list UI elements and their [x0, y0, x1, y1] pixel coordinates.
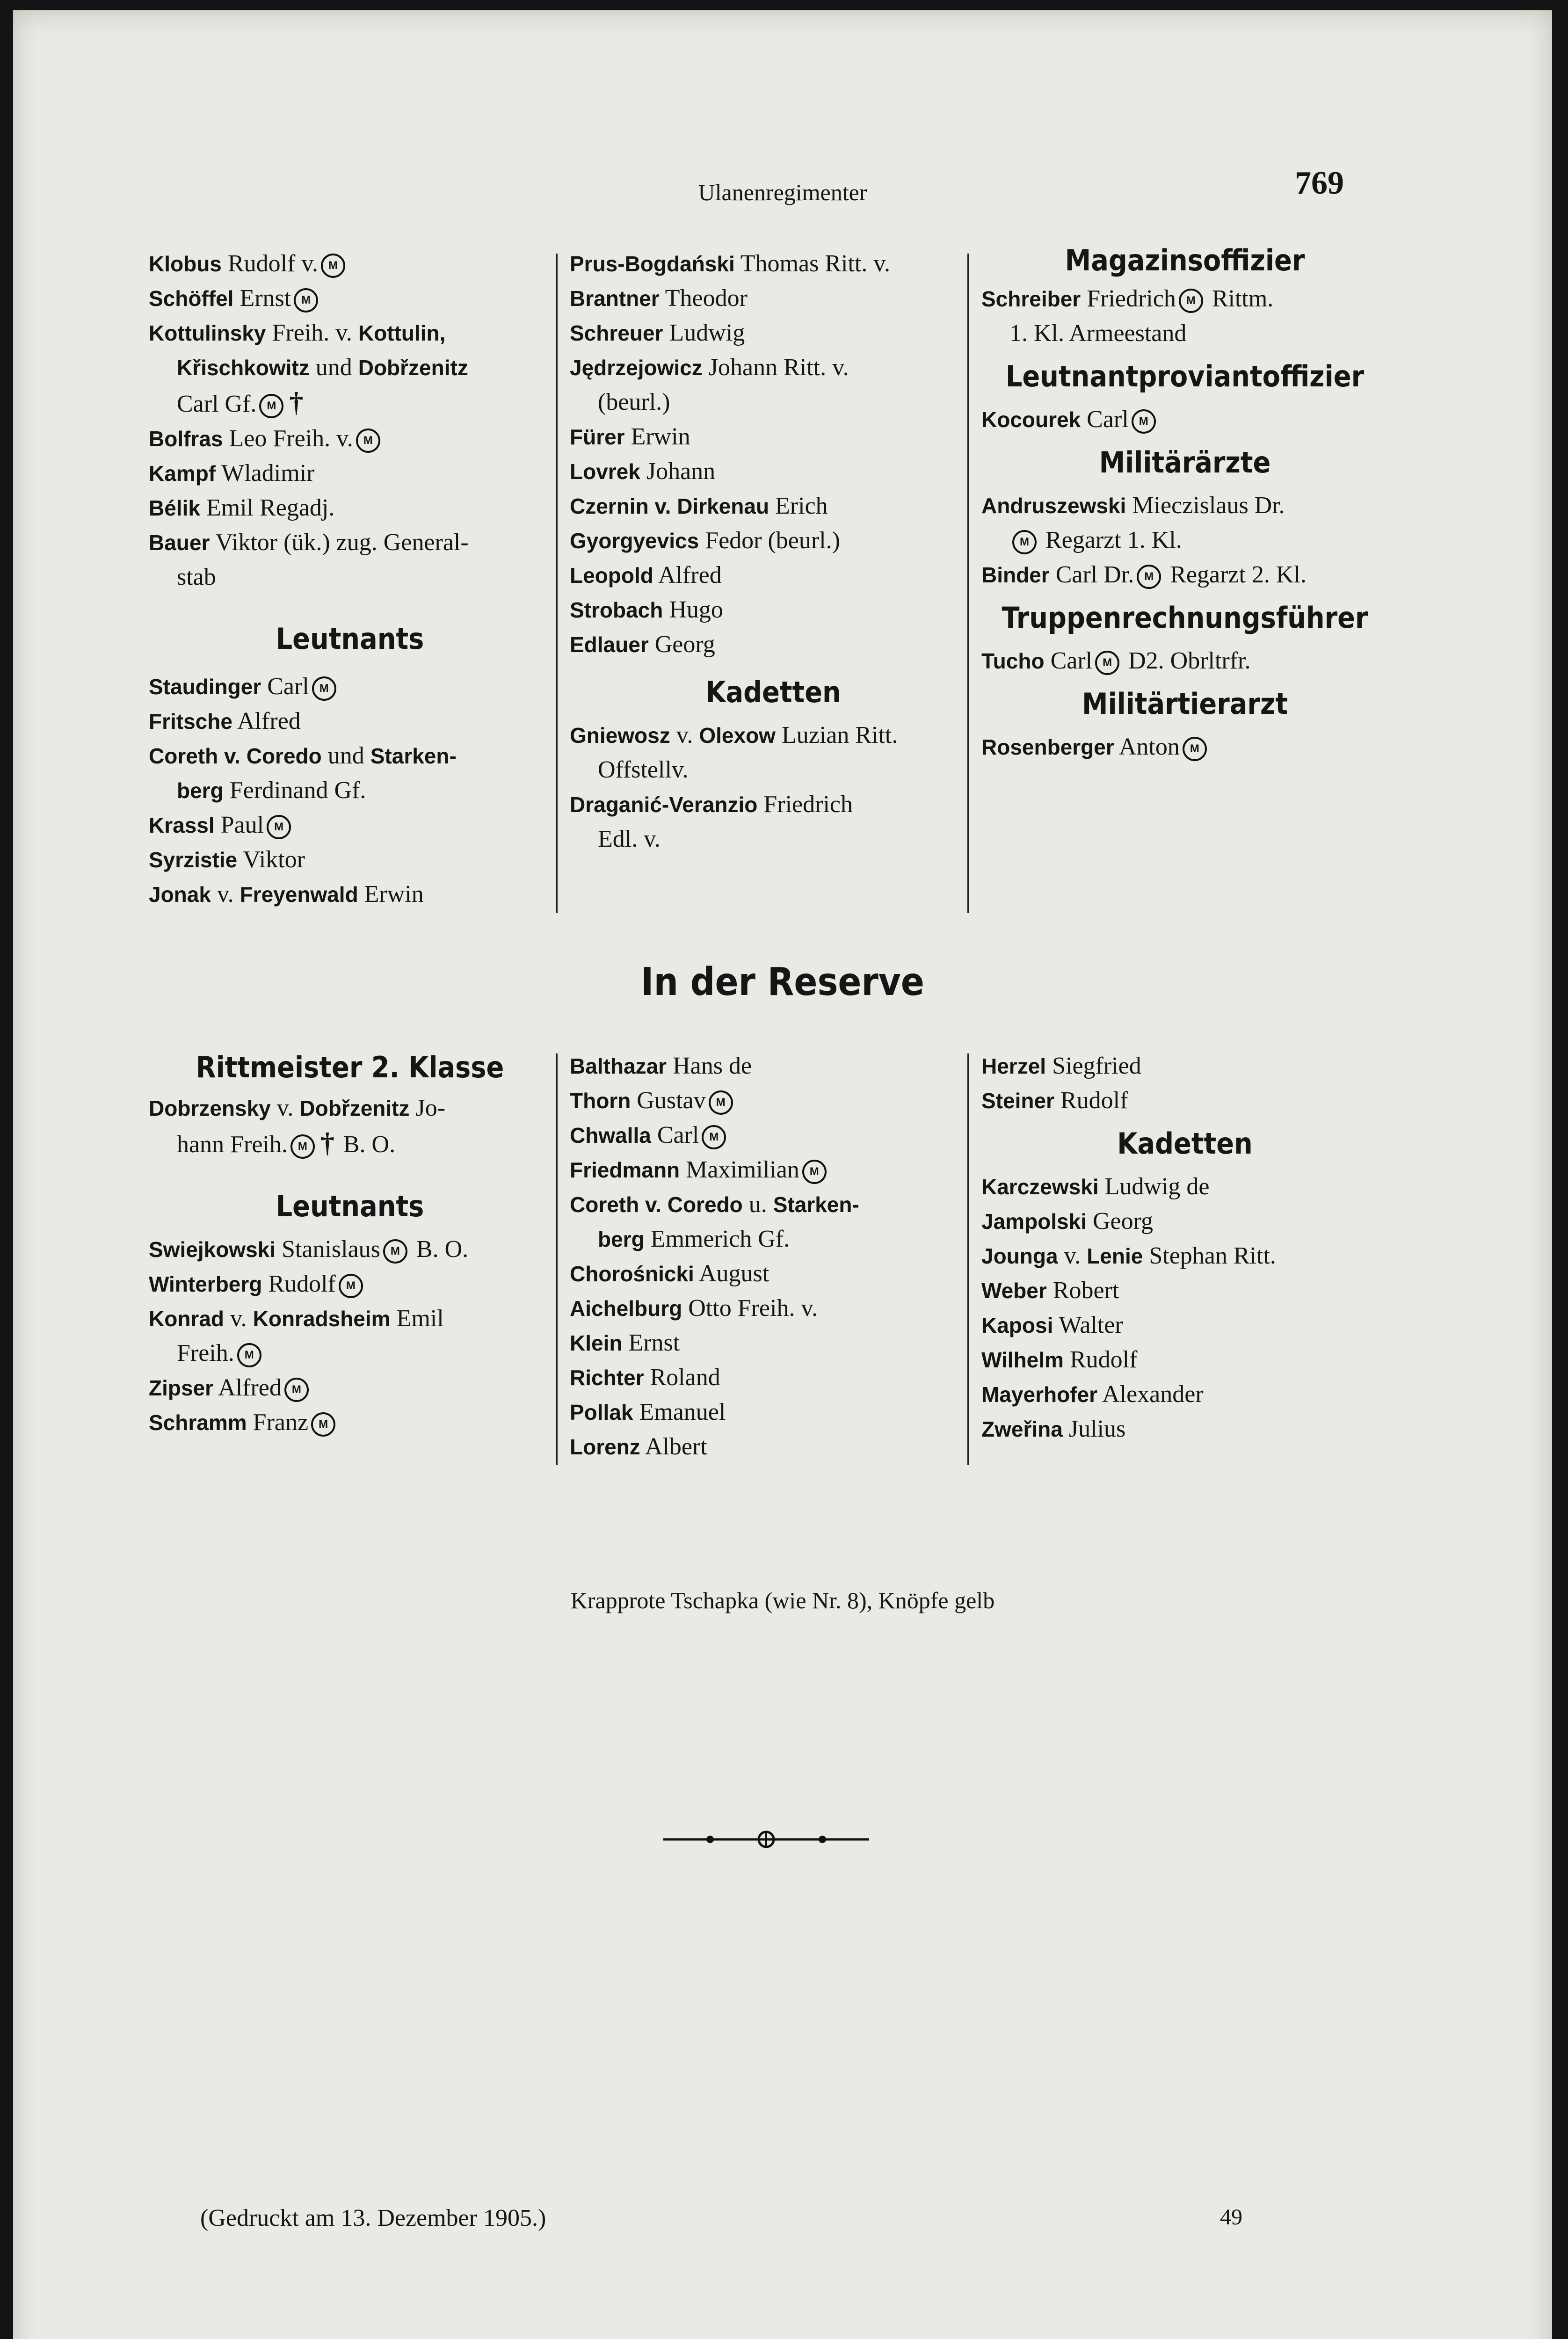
roster-entry — [981, 1239, 1388, 1273]
roster-entry — [149, 669, 551, 704]
surname: Richter — [570, 1366, 644, 1390]
roster-entry — [570, 454, 977, 489]
roster-entry — [570, 1430, 977, 1464]
surname: Schöffel — [149, 286, 234, 311]
surname: Chwalla — [570, 1123, 651, 1148]
surname: Friedmann — [570, 1158, 680, 1182]
roster-entry — [570, 281, 977, 316]
roster-entry — [981, 644, 1388, 678]
roster-entry — [149, 704, 551, 739]
entry-text: Leo Freih. v. — [223, 425, 353, 452]
roster-entry — [981, 402, 1388, 437]
section-heading-magazinsoffizier: Magazinsoffizier — [1065, 243, 1305, 277]
surname: Weber — [981, 1278, 1047, 1303]
entry-text: Offstellv. — [598, 756, 689, 783]
entry-text: Ferdinand Gf. — [223, 777, 366, 804]
roster-entry — [570, 523, 977, 558]
surname: Zweřina — [981, 1417, 1063, 1441]
column-divider — [556, 1053, 558, 1465]
entry-text: v. — [211, 881, 240, 908]
decoration-m-icon: M — [237, 1343, 261, 1367]
roster-entry — [570, 489, 977, 523]
roster-entry — [570, 753, 977, 787]
surname: Strobach — [570, 598, 663, 622]
surname: Jampolski — [981, 1209, 1087, 1234]
entry-text: Emmerich Gf. — [644, 1226, 790, 1252]
entry-text: Siegfried — [1046, 1053, 1141, 1079]
entry-text: Carl — [261, 673, 309, 700]
block2-column2 — [570, 1049, 977, 1464]
entry-text: v. — [1058, 1242, 1087, 1269]
entry-text: Carl — [1081, 406, 1129, 433]
entry-text: hann Freih. — [177, 1131, 288, 1158]
entry-text: Carl — [1044, 647, 1093, 674]
cross-decoration-icon: † — [320, 1127, 334, 1158]
decoration-m-icon: M — [1132, 409, 1156, 434]
entry-text: Rudolf — [1054, 1087, 1128, 1114]
entry-text: Paul — [214, 812, 264, 838]
entry-text: Georg — [648, 631, 715, 658]
roster-entry — [570, 822, 977, 857]
roster-entry — [570, 1395, 977, 1430]
decoration-m-icon: M — [290, 1134, 315, 1159]
roster-entry — [570, 420, 977, 454]
roster-entry — [570, 593, 977, 627]
surname: Kocourek — [981, 407, 1081, 432]
block1-column1 — [149, 247, 551, 912]
entry-text: Julius — [1062, 1416, 1126, 1442]
block1-column2 — [570, 247, 977, 857]
roster-entry — [981, 282, 1388, 316]
surname-continued: Dobřzenitz — [358, 356, 468, 380]
roster-entry — [149, 247, 551, 281]
entry-text-continued: Luzian Ritt. — [775, 722, 898, 748]
surname: Fürer — [570, 425, 625, 449]
entry-text: Friedrich — [757, 791, 853, 818]
block1-column3 — [981, 240, 1388, 764]
section-heading-kadetten: Kadetten — [705, 675, 841, 709]
roster-entry — [570, 247, 977, 281]
entry-text: Viktor — [237, 846, 305, 873]
roster-entry — [149, 1091, 551, 1126]
entry-text-continued: Emil — [390, 1305, 444, 1332]
entry-text: Alfred — [653, 562, 722, 588]
surname: Prus-Bogdański — [570, 252, 735, 276]
roster-entry — [149, 1126, 551, 1162]
surname: Klobus — [149, 252, 222, 276]
surname: Dobrzensky — [149, 1096, 271, 1120]
surname: Pollak — [570, 1400, 633, 1424]
roster-entry — [981, 558, 1388, 592]
roster-entry — [981, 1204, 1388, 1239]
column-divider — [967, 1053, 969, 1465]
roster-entry — [149, 1301, 551, 1336]
surname: Balthazar — [570, 1054, 667, 1078]
decoration-m-icon: M — [284, 1378, 309, 1402]
section-heading-rittmeister: Rittmeister 2. Klasse — [196, 1050, 504, 1084]
decoration-m-icon: M — [702, 1125, 726, 1149]
decoration-m-icon: M — [1095, 651, 1119, 675]
entry-text: Freih. v. — [266, 320, 358, 346]
surname: Kottulinsky — [149, 321, 266, 345]
entry-text: Ernst — [233, 285, 291, 312]
surname: Krassl — [149, 813, 215, 837]
entry-text: Edl. v. — [598, 826, 661, 852]
roster-entry — [149, 1267, 551, 1301]
entry-text: Alfred — [213, 1374, 282, 1401]
surname: Coreth v. Coredo — [570, 1192, 743, 1217]
entry-text: Rudolf — [262, 1271, 336, 1297]
column-divider — [556, 254, 558, 913]
roster-entry — [570, 718, 977, 753]
entry-text: Gustav — [631, 1087, 706, 1114]
roster-entry — [570, 1257, 977, 1291]
roster-entry — [149, 1232, 551, 1267]
surname-continued: Konradsheim — [253, 1307, 391, 1331]
surname-continued: Kottulin, — [358, 321, 446, 345]
document-page — [13, 10, 1552, 2339]
surname: Klein — [570, 1331, 623, 1355]
decoration-m-icon: M — [709, 1090, 733, 1115]
entry-text: Otto Freih. v. — [682, 1295, 818, 1322]
surname: berg — [177, 778, 224, 803]
surname: Andruszewski — [981, 494, 1126, 518]
entry-text: Roland — [644, 1364, 720, 1391]
surname-continued: Freyenwald — [240, 882, 358, 907]
surname: Bauer — [149, 530, 210, 555]
roster-entry — [570, 1187, 977, 1222]
entry-text: Friedrich — [1081, 285, 1176, 312]
surname: Winterberg — [149, 1272, 262, 1296]
column-divider — [967, 254, 969, 913]
entry-text: und — [309, 354, 358, 381]
section-heading-militaertierarzt: Militärtierarzt — [1082, 687, 1288, 721]
surname: Kampf — [149, 461, 216, 486]
surname: Rosenberger — [981, 735, 1114, 759]
surname: Konrad — [149, 1307, 224, 1331]
entry-text: Carl Gf. — [177, 391, 257, 417]
sheet-number: 49 — [1220, 2205, 1242, 2230]
decoration-m-icon: M — [312, 676, 336, 701]
surname: Gyorgyevics — [570, 529, 699, 553]
surname: Edlauer — [570, 632, 649, 657]
entry-text: u. — [742, 1191, 773, 1218]
roster-entry — [570, 1118, 977, 1153]
surname: Zipser — [149, 1376, 214, 1400]
roster-entry — [570, 558, 977, 593]
entry-text: Regarzt 1. Kl. — [1039, 527, 1182, 553]
roster-entry — [149, 1405, 551, 1440]
roster-entry — [570, 385, 977, 420]
roster-entry — [149, 385, 551, 421]
roster-entry — [149, 773, 551, 808]
section-heading-militaeraerzte: Militärärzte — [1099, 445, 1271, 479]
entry-text: Emanuel — [633, 1399, 726, 1425]
roster-entry — [149, 1371, 551, 1405]
surname-continued: Olexow — [699, 723, 776, 748]
entry-text: Wladimir — [216, 460, 315, 487]
entry-text: Ludwig — [663, 320, 745, 346]
roster-entry — [981, 1049, 1388, 1083]
surname-continued: Starken- — [370, 744, 457, 768]
surname: Wilhelm — [981, 1348, 1064, 1372]
surname-continued: Dobřzenitz — [299, 1096, 410, 1120]
roster-entry — [981, 316, 1388, 351]
roster-entry — [981, 730, 1388, 764]
decoration-m-icon: M — [321, 254, 345, 278]
surname-continued: Starken- — [773, 1192, 859, 1217]
cross-decoration-icon: † — [289, 387, 304, 418]
entry-text: Mieczislaus Dr. — [1126, 492, 1285, 519]
entry-text: und — [321, 742, 370, 769]
surname: Kaposi — [981, 1313, 1053, 1337]
section-heading-kadetten-reserve: Kadetten — [1117, 1126, 1253, 1161]
entry-text: Rudolf v. — [221, 250, 318, 277]
entry-text: stab — [177, 564, 216, 590]
entry-text: Thomas Ritt. v. — [734, 250, 890, 277]
entry-text: Fedor (beurl.) — [699, 527, 840, 554]
roster-entry — [981, 1170, 1388, 1204]
entry-text: Viktor (ük.) zug. General- — [210, 529, 469, 556]
surname: Jędrzejowicz — [570, 356, 703, 380]
decoration-m-icon: M — [1179, 289, 1203, 313]
surname: Schreuer — [570, 321, 663, 345]
entry-text: Hans de — [667, 1053, 752, 1079]
surname: Brantner — [570, 286, 660, 311]
entry-text: 1. Kl. Armeestand — [1009, 320, 1187, 347]
decoration-m-icon: M — [267, 815, 291, 839]
roster-entry — [149, 316, 551, 350]
surname: Karczewski — [981, 1175, 1099, 1199]
roster-entry — [981, 1412, 1388, 1446]
entry-text: Robert — [1046, 1277, 1119, 1304]
roster-entry — [149, 421, 551, 456]
surname: Schramm — [149, 1410, 247, 1435]
entry-text: Freih. — [177, 1340, 234, 1366]
roster-entry — [570, 1049, 977, 1083]
entry-text: Carl Dr. — [1049, 561, 1134, 588]
entry-text-continued: Jo- — [409, 1095, 446, 1121]
roster-entry — [149, 843, 551, 877]
roster-entry — [981, 523, 1388, 558]
entry-text: (beurl.) — [598, 389, 670, 415]
surname: Swiejkowski — [149, 1237, 276, 1262]
surname: Jounga — [981, 1244, 1058, 1268]
roster-entry — [570, 787, 977, 822]
roster-entry — [570, 1222, 977, 1257]
roster-entry — [570, 1083, 977, 1118]
print-date: (Gedruckt am 13. Dezember 1905.) — [200, 2205, 546, 2231]
roster-entry — [149, 560, 551, 595]
entry-text: v. — [224, 1305, 253, 1332]
surname: Syrzistie — [149, 848, 238, 872]
decoration-m-icon: M — [311, 1412, 335, 1437]
surname: Herzel — [981, 1054, 1046, 1078]
surname: Lorenz — [570, 1435, 640, 1459]
uniform-footnote: Krapprote Tschapka (wie Nr. 8), Knöpfe gelb — [570, 1587, 995, 1613]
surname: Draganić-Veranzio — [570, 792, 758, 817]
roster-entry — [981, 488, 1388, 523]
surname-continued: Lenie — [1087, 1244, 1143, 1268]
roster-entry — [149, 877, 551, 912]
entry-text: Maximilian — [680, 1156, 799, 1183]
decoration-m-icon: M — [1183, 737, 1207, 761]
entry-text: Rudolf — [1063, 1346, 1138, 1373]
surname: Aichelburg — [570, 1296, 682, 1321]
roster-entry — [981, 1083, 1388, 1118]
entry-text: v. — [670, 722, 699, 748]
roster-entry — [149, 456, 551, 491]
section-heading-leutnants: Leutnants — [276, 622, 424, 656]
roster-entry — [149, 1336, 551, 1371]
roster-entry — [570, 1291, 977, 1326]
page-number: 769 — [1295, 165, 1344, 201]
decoration-m-icon: M — [802, 1160, 827, 1184]
decoration-m-icon: M — [259, 394, 283, 418]
roster-entry — [981, 1377, 1388, 1412]
entry-text-continued: D2. Obrltrfr. — [1122, 647, 1251, 674]
roster-entry — [149, 808, 551, 843]
roster-entry — [149, 350, 551, 385]
entry-text-continued: B. O. — [337, 1131, 396, 1158]
roster-entry — [149, 281, 551, 316]
block2-column3 — [981, 1049, 1388, 1446]
surname: Bolfras — [149, 427, 223, 451]
decoration-m-icon: M — [356, 429, 380, 453]
entry-text: Johann — [640, 458, 716, 485]
roster-entry — [570, 1326, 977, 1360]
entry-text: Johann Ritt. v. — [702, 354, 849, 381]
running-header: Ulanenregimenter — [698, 179, 867, 205]
entry-text: Erich — [769, 493, 828, 519]
decoration-m-icon: M — [1137, 565, 1161, 589]
entry-text: Ludwig de — [1098, 1173, 1210, 1200]
surname: berg — [598, 1227, 645, 1251]
entry-text-continued: Regarzt 2. Kl. — [1164, 561, 1307, 588]
roster-entry — [570, 1360, 977, 1395]
surname: Bélik — [149, 496, 200, 520]
surname: Coreth v. Coredo — [149, 744, 322, 768]
surname: Binder — [981, 563, 1050, 587]
surname: Tucho — [981, 649, 1045, 673]
entry-text: Stanislaus — [276, 1236, 380, 1263]
roster-entry — [149, 739, 551, 773]
surname: Lovrek — [570, 459, 640, 484]
roster-entry — [570, 1153, 977, 1187]
surname: Jonak — [149, 882, 211, 907]
roster-entry — [981, 1308, 1388, 1343]
entry-text: Franz — [247, 1409, 309, 1436]
entry-text-continued: Erwin — [358, 881, 424, 908]
entry-text-continued: Stephan Ritt. — [1143, 1242, 1276, 1269]
roster-entry — [149, 491, 551, 525]
section-heading-leutnantproviantoffizier: Leutnantproviantoffizier — [1005, 359, 1365, 393]
surname: Schreiber — [981, 287, 1081, 311]
entry-text: Ernst — [622, 1329, 680, 1356]
entry-text: Georg — [1087, 1208, 1154, 1235]
decoration-m-icon: M — [1012, 530, 1037, 554]
entry-text: Erwin — [624, 423, 690, 450]
reserve-title: In der Reserve — [641, 960, 924, 1004]
roster-entry — [570, 627, 977, 662]
roster-entry — [981, 1273, 1388, 1308]
decoration-m-icon: M — [294, 288, 318, 312]
entry-text: Albert — [640, 1433, 707, 1460]
entry-text-continued: Rittm. — [1205, 285, 1274, 312]
entry-text: Carl — [651, 1122, 699, 1148]
entry-text: Alexander — [1097, 1381, 1204, 1408]
surname: Mayerhofer — [981, 1382, 1097, 1407]
section-heading-truppenrechnungsfuehrer: Truppenrechnungsführer — [1002, 601, 1368, 635]
surname: Chorośnicki — [570, 1262, 694, 1286]
decoration-m-icon: M — [383, 1239, 407, 1264]
decoration-m-icon: M — [339, 1274, 363, 1298]
surname: Staudinger — [149, 675, 261, 699]
roster-entry — [570, 316, 977, 350]
surname: Fritsche — [149, 709, 232, 734]
entry-text: Walter — [1053, 1312, 1123, 1338]
surname: Steiner — [981, 1089, 1054, 1113]
ornament-divider-icon — [663, 1825, 869, 1853]
surname: Thorn — [570, 1089, 631, 1113]
roster-entry — [149, 525, 551, 560]
entry-text: Theodor — [659, 285, 748, 312]
entry-text: August — [694, 1260, 769, 1287]
block2-column1 — [149, 1044, 551, 1440]
entry-text-continued: B. O. — [410, 1236, 469, 1263]
entry-text: Emil Regadj. — [200, 494, 335, 521]
roster-entry — [981, 1343, 1388, 1377]
surname: Křischkowitz — [177, 356, 310, 380]
surname: Gniewosz — [570, 723, 670, 748]
surname: Czernin v. Dirkenau — [570, 494, 769, 518]
entry-text: Hugo — [663, 596, 723, 623]
entry-text: v. — [270, 1095, 300, 1121]
section-heading-leutnants-reserve: Leutnants — [276, 1189, 424, 1223]
entry-text: Anton — [1114, 734, 1180, 760]
roster-entry — [570, 350, 977, 385]
surname: Leopold — [570, 563, 653, 588]
entry-text: Alfred — [232, 708, 301, 734]
